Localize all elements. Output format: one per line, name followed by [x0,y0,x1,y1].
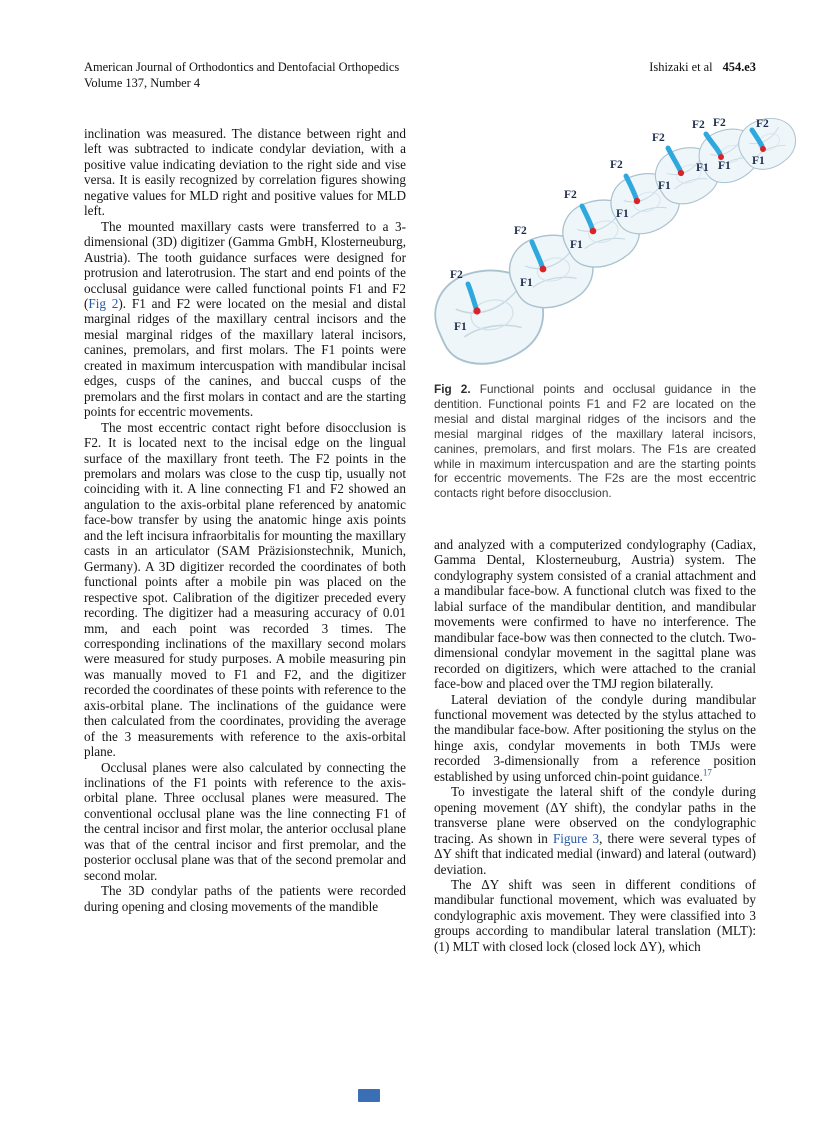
f1-label: F1 [696,162,709,174]
running-head-right [560,60,756,75]
footer-mark [358,1089,380,1102]
text-run: The most eccentric contact right before disocclusion is F2. It is located next to the incisal edge on the lingual surface of the maxillary front teeth. The F2 points in the premolars and molars was close to the cusp tip, usually not coinciding with it. A line connecting F1 and F2 showed an angulation to the axis-orbital plane referenced by anatomic face-bow transfer by using the anatomic hinge axis points and the left incisura infraorbitalis for mounting the maxillary casts in an articulator (SAM Präzisionstechnik, Munich, Germany). A 3D digitizer recorded the coordinates of both functional points after a mobile pin was placed on the respective spot. Calibration of the digitizer preceded every recording. The digitizer had a measuring accuracy of 0.01 mm, and each point was recorded 3 times. The corresponding inclinations of the maxillary second molars were measured for study purposes. A mobile measuring pin was manually moved to F1 and F2, and the digitizer recorded the coordinates of these points with reference to the axis-orbital plane. The inclinations of the guidance were then calculated from the coordinates, providing the average of the 3 measurements with reference to the axis-orbital plane. [84,419,406,760]
text-run: , there were several types of ΔY shift that indicated medial (inward) and lateral (outward) deviation. [434,830,756,877]
f1-label: F1 [718,160,731,172]
paragraph [84,126,406,219]
f2-label: F2 [450,269,463,281]
f1-label: F1 [520,277,533,289]
f1-label: F1 [658,180,671,192]
f1-label: F1 [616,208,629,220]
journal-issue: Volume 137, Number 4 [84,75,201,90]
paragraph [84,420,406,760]
figure-link[interactable]: Fig 2 [88,295,119,311]
f1-label: F1 [454,321,467,333]
paragraph [434,537,756,692]
figure-2 [434,114,804,376]
f2-label: F2 [692,119,705,131]
f2-label: F2 [564,189,577,201]
paragraph [434,692,756,785]
right-column-text [434,537,756,954]
paragraph [84,219,406,420]
running-head-left [84,60,514,91]
text-run: ). F1 and F2 were located on the mesial and distal marginal ridges of the maxillary central incisors and the mesial marginal ridges of the maxillary lateral incisors, canines, premolars, and first molars. The F1 points were created in maximum intercuspation with mandibular incisal edges, cusps of the canines, and buccal cusps of the premolars and the first molars in contact and are the starting points for eccentric movements. [84,295,406,420]
text-run: inclination was measured. The distance between right and left was subtracted to indicate condylar deviation, with a positive value indicating deviation to the right side and vise versa. It is easily recognized by correlation figures showing negative values for MLD right and positive values for MLD left. [84,126,406,219]
f1-label: F1 [752,155,765,167]
running-authors: Ishizaki et al [649,60,713,74]
caption-label: Fig 2. [434,382,471,396]
f2-label: F2 [514,225,527,237]
text-run: The ΔY shift was seen in different conditions of mandibular functional movement, which was evaluated by condylographic axis movement. They were classified into 3 groups according to mandibular lateral translation (MLT): (1) MLT with closed lock (closed lock ΔY), which [434,876,756,954]
text-run: and analyzed with a computerized condylography (Cadiax, Gamma Dental, Klosterneuburg, Austria) system. The condylography system consisted of a cranial attachment and a mandibular face-bow. A functional clutch was fixed to the labial surface of the mandibular dentition, and mandibular movements were confirmed to have no interference. The mandibular face-bow was then connected to the clutch. Two-dimensional condylar movement in the sagittal plane was recorded on digitizers, which were attached to the cranial face-bow and placed over the TMJ region bilaterally. [434,537,756,692]
paragraph [84,760,406,884]
f2-label: F2 [713,117,726,129]
paragraph [84,883,406,914]
figure-2-illustration [434,114,804,376]
figure-link[interactable]: Figure 3 [552,830,600,846]
journal-title: American Journal of Orthodontics and Dentofacial Orthopedics [84,60,400,74]
f2-label: F2 [610,159,623,171]
text-run: To investigate the lateral shift of the condyle during opening movement (ΔY shift), the condylar paths in the transverse plane were observed on the condylographic tracing. As shown in [434,784,756,846]
f1-label: F1 [570,239,583,251]
paragraph [434,877,756,954]
figure-2-caption [434,382,756,501]
text-run: Lateral deviation of the condyle during mandibular functional movement was detected by the stylus attached to the mandibular face-bow. After positioning the stylus on the hinge axis, condylar movements in both TMJs were recorded 3-dimensionally from a reference position established by using unforced chin-point guidance. [434,691,756,784]
paragraph [434,784,756,877]
f2-label: F2 [756,118,769,130]
reference-link[interactable]: 17 [702,767,712,778]
f2-label: F2 [652,132,665,144]
text-run: The 3D condylar paths of the patients were recorded during opening and closing movements of the mandible [84,883,406,914]
page-number: 454.e3 [722,60,756,74]
text-run: Occlusal planes were also calculated by connecting the inclinations of the F1 points with reference to the axis-orbital plane. Three occlusal planes were measured. The conventional occlusal plane was the line connecting F1 of the central incisor and first molar, the anterior occlusal plane was that of the central incisor and first premolar, and the posterior occlusal plane was that of the second premolar and second molar. [84,759,406,883]
left-column [84,126,406,914]
caption-text: Functional points and occlusal guidance in the dentition. Functional points F1 and F2 are located on the mesial and distal marginal ridges of the incisors and the mesial marginal ridges of the maxillary lateral incisors, canines, premolars, and first molars. The F1s are created while in maximum intercuspation and are the starting points for eccentric movements. The F2s are the most eccentric contacts right before disocclusion. [434,382,757,501]
text-run: The mounted maxillary casts were transferred to a 3-dimensional (3D) digitizer (Gamma GmbH, Klosterneuburg, Austria). The tooth guidance surfaces were designed for protrusion and laterotrusion. The start and end points of the occlusal guidance were called functional points F1 and F2 ( [84,218,406,311]
